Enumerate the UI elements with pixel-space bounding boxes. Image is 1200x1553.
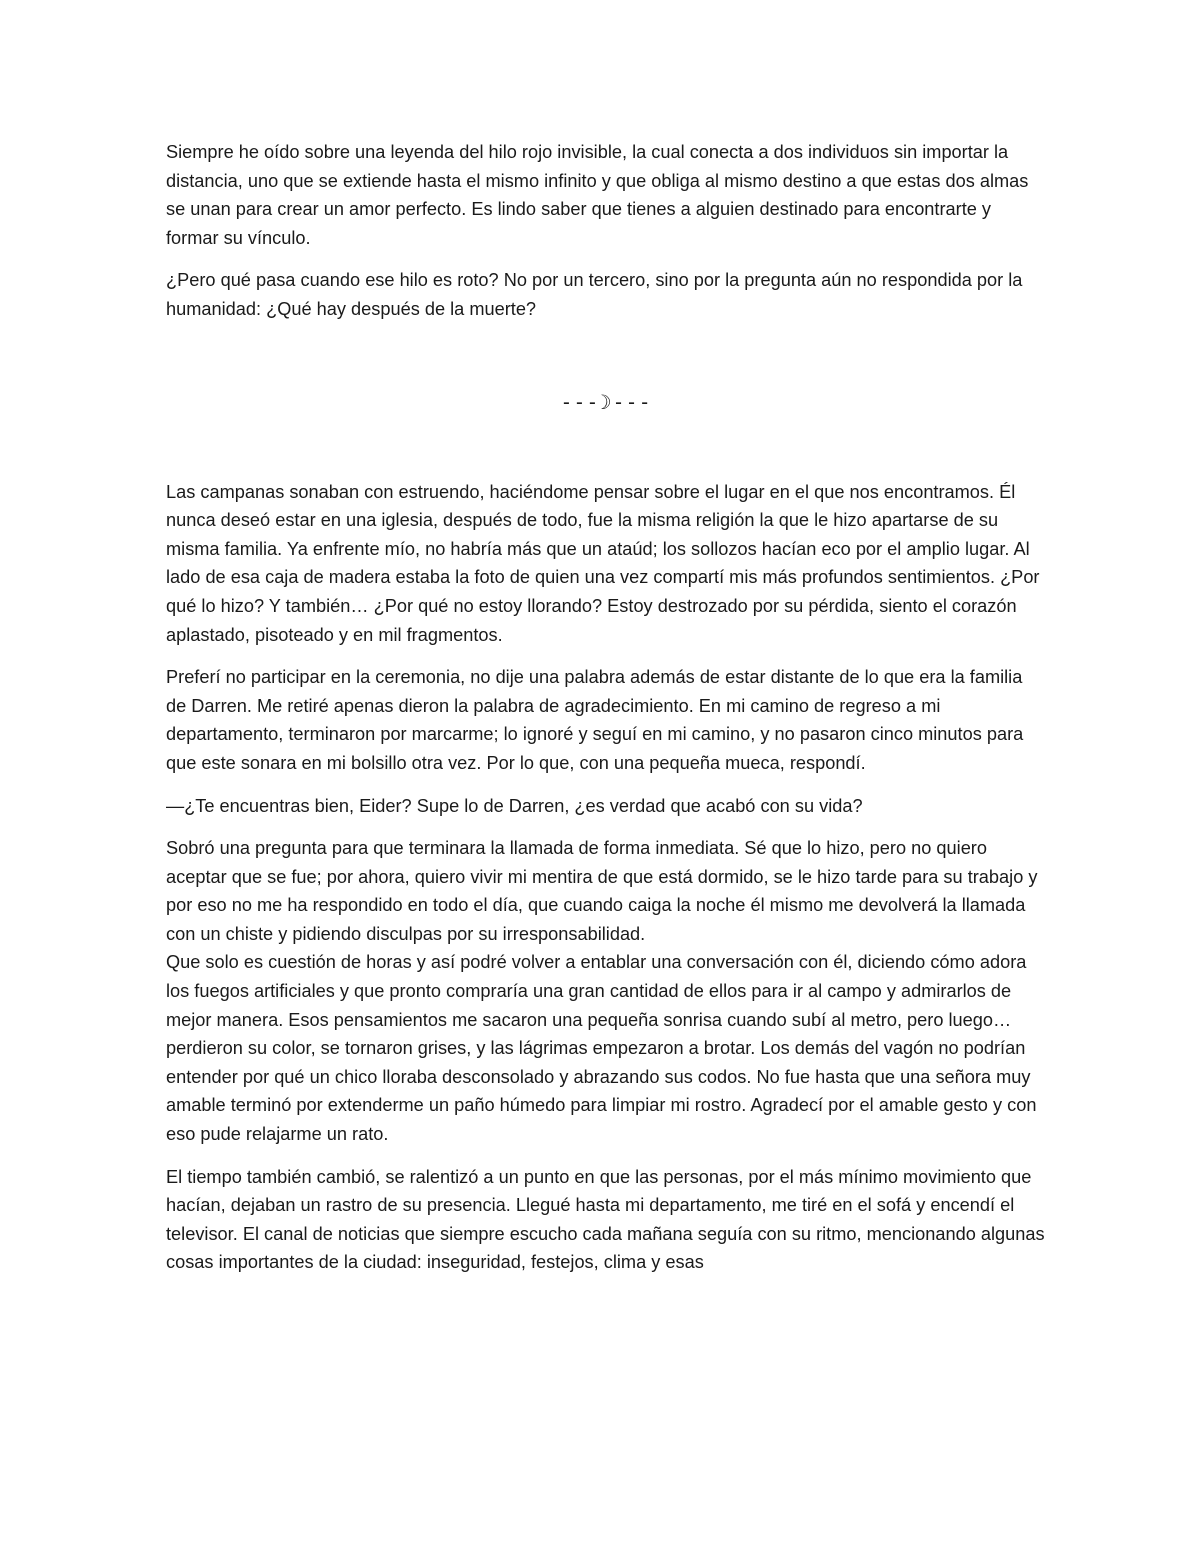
paragraph-dialogue: —¿Te encuentras bien, Eider? Supe lo de Darren, ¿es verdad que acabó con su vida? <box>166 795 863 816</box>
paragraph-1: Las campanas sonaban con estruendo, haciéndome pensar sobre el lugar en el que nos encontramos. Él nunca deseó estar en una iglesia, después de todo, fue la misma religión la que le hizo apartarse de su misma familia. Ya enfrente mío, no habría más que un ataúd; los sollozos hacían eco por el amplio lugar. Al lado de esa caja de madera estaba la foto de quien una vez compartí mis más profundos sentimientos. ¿Por qué lo hizo? Y también… ¿Por qué no estoy llorando? Estoy destrozado por su pérdida, siento el corazón aplastado, pisoteado y en mil fragmentos. <box>166 481 1040 645</box>
paragraph-intro-1: Siempre he oído sobre una leyenda del hilo rojo invisible, la cual conecta a dos individuos sin importar la distancia, uno que se extiende hasta el mismo infinito y que obliga al mismo destino a que estas dos almas se unan para crear un amor perfecto. Es lindo saber que tienes a alguien destinado para encontrarte y formar su vínculo. <box>166 142 1029 248</box>
paragraph-3: Sobró una pregunta para que terminara la llamada de forma inmediata. Sé que lo hizo, pero no quiero aceptar que se fue; por ahora, quiero vivir mi mentira de que está dormido, se le hizo tarde para su trabajo y por eso no me ha respondido en todo el día, que cuando caiga la noche él mismo me devolverá la llamada con un chiste y pidiendo disculpas por su irresponsabilidad. <box>166 838 1038 944</box>
scene-separator: ---☽--- <box>560 389 652 414</box>
document-body <box>166 138 1046 1291</box>
paragraph-2: Preferí no participar en la ceremonia, no dije una palabra además de estar distante de lo que era la familia de Darren. Me retiré apenas dieron la palabra de agradecimiento. En mi camino de regreso a mi departamento, terminaron por marcarme; lo ignoré y seguí en mi camino, y no pasaron cinco minutos para que este sonara en mi bolsillo otra vez. Por lo que, con una pequeña mueca, respondí. <box>166 667 1024 773</box>
paragraph-4: Que solo es cuestión de horas y así podré volver a entablar una conversación con él, diciendo cómo adora los fuegos artificiales y que pronto compraría una gran cantidad de ellos para ir al campo y admirarlos de mejor manera. Esos pensamientos me sacaron una pequeña sonrisa cuando subí al metro, pero luego… perdieron su color, se tornaron grises, y las lágrimas empezaron a brotar. Los demás del vagón no podrían entender por qué un chico lloraba desconsolado y abrazando sus codos. No fue hasta que una señora muy amable terminó por extenderme un paño húmedo para limpiar mi rostro. Agradecí por el amable gesto y con eso pude relajarme un rato. <box>166 952 1037 1145</box>
paragraph-intro-2: ¿Pero qué pasa cuando ese hilo es roto? No por un tercero, sino por la pregunta aún no respondida por la humanidad: ¿Qué hay después de la muerte? <box>166 270 1023 319</box>
paragraph-5: El tiempo también cambió, se ralentizó a un punto en que las personas, por el más mínimo movimiento que hacían, dejaban un rastro de su presencia. Llegué hasta mi departamento, me tiré en el sofá y encendí el televisor. El canal de noticias que siempre escucho cada mañana seguía con su ritmo, mencionando algunas cosas importantes de la ciudad: inseguridad, festejos, clima y esas <box>166 1166 1045 1273</box>
